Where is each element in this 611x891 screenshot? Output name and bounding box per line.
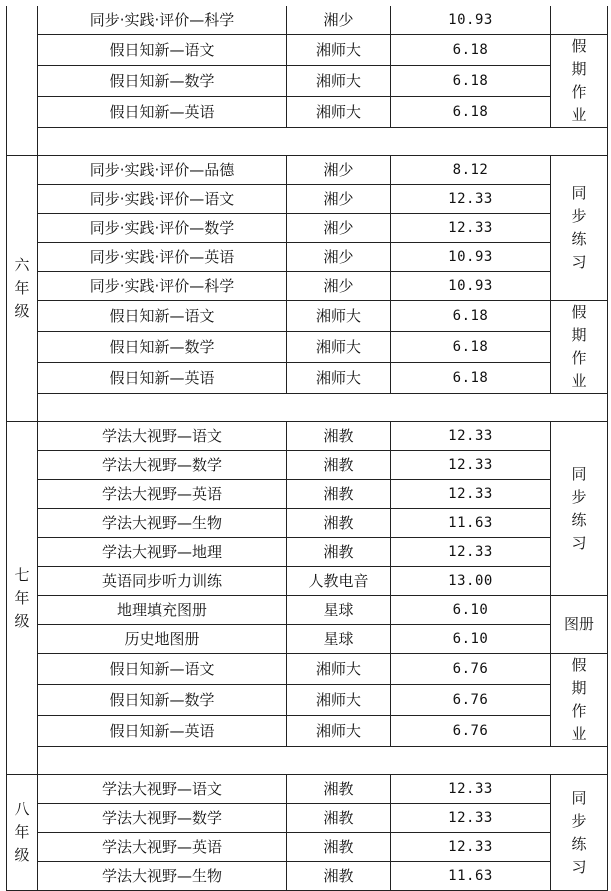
book-name: 学法大视野—生物 bbox=[38, 509, 287, 538]
publisher: 星球 bbox=[287, 596, 391, 625]
price: 11.63 bbox=[391, 862, 551, 891]
publisher: 湘教 bbox=[287, 538, 391, 567]
publisher: 湘少 bbox=[287, 243, 391, 272]
price: 6.10 bbox=[391, 596, 551, 625]
category-cell: 假期作业 bbox=[551, 654, 608, 747]
publisher: 湘师大 bbox=[287, 363, 391, 394]
table-row bbox=[7, 332, 608, 363]
price: 10.93 bbox=[391, 6, 551, 35]
publisher: 湘师大 bbox=[287, 97, 391, 128]
price: 12.33 bbox=[391, 480, 551, 509]
price: 12.33 bbox=[391, 775, 551, 804]
table-row bbox=[7, 451, 608, 480]
publisher: 湘少 bbox=[287, 272, 391, 301]
table-row bbox=[7, 567, 608, 596]
book-name: 同步·实践·评价—英语 bbox=[38, 243, 287, 272]
table-row bbox=[7, 804, 608, 833]
publisher: 湘教 bbox=[287, 862, 391, 891]
publisher: 湘教 bbox=[287, 833, 391, 862]
book-name: 学法大视野—地理 bbox=[38, 538, 287, 567]
publisher: 人教电音 bbox=[287, 567, 391, 596]
table-row bbox=[7, 301, 608, 332]
publisher: 湘师大 bbox=[287, 654, 391, 685]
publisher: 湘少 bbox=[287, 156, 391, 185]
book-name: 同步·实践·评价—语文 bbox=[38, 185, 287, 214]
spacer-row bbox=[7, 747, 608, 775]
spacer-row bbox=[7, 394, 608, 422]
table-row bbox=[7, 363, 608, 394]
textbook-price-table bbox=[6, 6, 608, 891]
price: 10.93 bbox=[391, 272, 551, 301]
table-row bbox=[7, 509, 608, 538]
table-row bbox=[7, 596, 608, 625]
category-cell: 同步练习 bbox=[551, 775, 608, 891]
table-row bbox=[7, 775, 608, 804]
table-row bbox=[7, 833, 608, 862]
publisher: 湘师大 bbox=[287, 716, 391, 747]
price: 12.33 bbox=[391, 185, 551, 214]
category-cell: 假期作业 bbox=[551, 301, 608, 394]
book-name: 学法大视野—英语 bbox=[38, 480, 287, 509]
price: 11.63 bbox=[391, 509, 551, 538]
book-name: 学法大视野—生物 bbox=[38, 862, 287, 891]
book-name: 历史地图册 bbox=[38, 625, 287, 654]
price: 12.33 bbox=[391, 833, 551, 862]
publisher: 湘师大 bbox=[287, 301, 391, 332]
publisher: 湘师大 bbox=[287, 685, 391, 716]
empty-cell bbox=[38, 747, 608, 775]
price: 12.33 bbox=[391, 538, 551, 567]
book-name: 学法大视野—语文 bbox=[38, 775, 287, 804]
table-row bbox=[7, 422, 608, 451]
empty-cell bbox=[38, 394, 608, 422]
publisher: 湘教 bbox=[287, 480, 391, 509]
publisher: 湘教 bbox=[287, 775, 391, 804]
publisher: 湘师大 bbox=[287, 66, 391, 97]
book-name: 假日知新—英语 bbox=[38, 716, 287, 747]
category-cell bbox=[551, 6, 608, 35]
table-row bbox=[7, 538, 608, 567]
price: 12.33 bbox=[391, 214, 551, 243]
price: 13.00 bbox=[391, 567, 551, 596]
price: 8.12 bbox=[391, 156, 551, 185]
table-row bbox=[7, 35, 608, 66]
book-name: 假日知新—语文 bbox=[38, 35, 287, 66]
table-row bbox=[7, 480, 608, 509]
table-row bbox=[7, 685, 608, 716]
empty-cell bbox=[38, 128, 608, 156]
book-name: 学法大视野—英语 bbox=[38, 833, 287, 862]
price: 6.18 bbox=[391, 363, 551, 394]
publisher: 湘教 bbox=[287, 422, 391, 451]
publisher: 湘教 bbox=[287, 804, 391, 833]
category-cell: 假期作业 bbox=[551, 35, 608, 128]
table-row bbox=[7, 185, 608, 214]
grade-cell: 六年级 bbox=[7, 156, 38, 422]
book-name: 假日知新—语文 bbox=[38, 654, 287, 685]
book-name: 地理填充图册 bbox=[38, 596, 287, 625]
book-name: 同步·实践·评价—科学 bbox=[38, 272, 287, 301]
table-row bbox=[7, 6, 608, 35]
category-cell: 图册 bbox=[551, 596, 608, 654]
table-row bbox=[7, 66, 608, 97]
table-row bbox=[7, 156, 608, 185]
table-row bbox=[7, 716, 608, 747]
book-name: 学法大视野—语文 bbox=[38, 422, 287, 451]
publisher: 湘教 bbox=[287, 451, 391, 480]
table-row bbox=[7, 214, 608, 243]
publisher: 星球 bbox=[287, 625, 391, 654]
table-row bbox=[7, 654, 608, 685]
price: 6.76 bbox=[391, 716, 551, 747]
grade-cell: 八年级 bbox=[7, 775, 38, 891]
grade-cell: 七年级 bbox=[7, 422, 38, 775]
table-row bbox=[7, 97, 608, 128]
book-name: 假日知新—数学 bbox=[38, 685, 287, 716]
publisher: 湘少 bbox=[287, 6, 391, 35]
price: 6.18 bbox=[391, 97, 551, 128]
table-row bbox=[7, 862, 608, 891]
price: 12.33 bbox=[391, 422, 551, 451]
book-name: 英语同步听力训练 bbox=[38, 567, 287, 596]
category-cell: 同步练习 bbox=[551, 422, 608, 596]
book-name: 同步·实践·评价—数学 bbox=[38, 214, 287, 243]
price: 6.76 bbox=[391, 685, 551, 716]
book-name: 同步·实践·评价—品德 bbox=[38, 156, 287, 185]
table-row bbox=[7, 272, 608, 301]
publisher: 湘少 bbox=[287, 185, 391, 214]
publisher: 湘教 bbox=[287, 509, 391, 538]
book-name: 假日知新—语文 bbox=[38, 301, 287, 332]
book-name: 同步·实践·评价—科学 bbox=[38, 6, 287, 35]
price: 6.18 bbox=[391, 35, 551, 66]
price: 6.18 bbox=[391, 66, 551, 97]
price: 6.76 bbox=[391, 654, 551, 685]
publisher: 湘师大 bbox=[287, 332, 391, 363]
category-cell: 同步练习 bbox=[551, 156, 608, 301]
book-name: 学法大视野—数学 bbox=[38, 451, 287, 480]
price: 12.33 bbox=[391, 451, 551, 480]
grade-cell bbox=[7, 6, 38, 156]
book-name: 假日知新—英语 bbox=[38, 363, 287, 394]
price: 10.93 bbox=[391, 243, 551, 272]
spacer-row bbox=[7, 128, 608, 156]
book-name: 假日知新—数学 bbox=[38, 66, 287, 97]
book-name: 假日知新—数学 bbox=[38, 332, 287, 363]
book-name: 假日知新—英语 bbox=[38, 97, 287, 128]
table-row bbox=[7, 243, 608, 272]
publisher: 湘少 bbox=[287, 214, 391, 243]
price: 6.10 bbox=[391, 625, 551, 654]
price: 6.18 bbox=[391, 301, 551, 332]
table-row bbox=[7, 625, 608, 654]
price: 12.33 bbox=[391, 804, 551, 833]
publisher: 湘师大 bbox=[287, 35, 391, 66]
price: 6.18 bbox=[391, 332, 551, 363]
book-name: 学法大视野—数学 bbox=[38, 804, 287, 833]
